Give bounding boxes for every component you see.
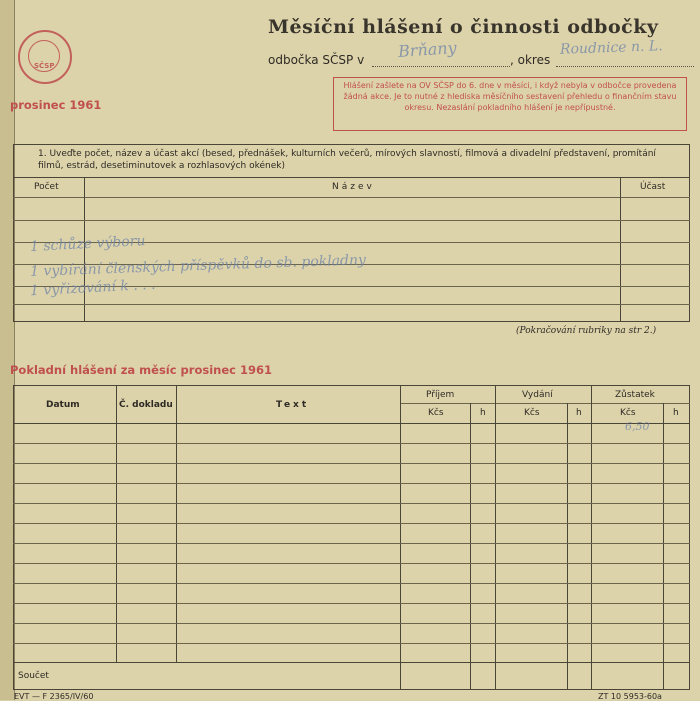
cash-col-divider	[495, 385, 496, 690]
col-zustatek: Zůstatek	[615, 390, 655, 400]
branch-dotted-line	[372, 66, 510, 67]
h-balance: h	[673, 408, 679, 418]
organization-stamp	[18, 30, 72, 84]
branch-line	[268, 53, 364, 67]
notice-box: Hlášení zašlete na OV SČSP do 6. dne v měsíci, i když nebyla v odbočce provedena žádná akce. Je to nutné z hlediska měsíčního sestavení přehledu o finančním stavu okresu. Nezaslání pokladního hlášení je nepřípustné.	[333, 77, 687, 131]
cash-row-line	[13, 583, 690, 584]
handwritten-activity-2: 1 vybírání členských příspěvků do sb. pokladny	[29, 252, 367, 280]
cash-row-line	[13, 603, 690, 604]
sum-label: Součet	[18, 671, 49, 681]
cash-row-line	[13, 483, 690, 484]
handwritten-district: Roudnice n. L.	[559, 38, 663, 58]
cash-col-divider	[400, 385, 401, 690]
cash-row-line	[13, 563, 690, 564]
cash-col-divider	[591, 385, 592, 690]
activities-row-line	[13, 220, 690, 221]
handwritten-activity-1: 1 schůze výboru	[29, 232, 146, 256]
col-nazev: Název	[332, 182, 375, 192]
cash-col-divider	[567, 403, 568, 690]
cash-table	[13, 385, 690, 690]
activities-col-divider-2	[620, 177, 621, 322]
col-prijem: Příjem	[426, 390, 455, 400]
cash-row-line	[13, 463, 690, 464]
cash-row-line	[13, 543, 690, 544]
cash-header-bottom	[13, 423, 690, 424]
cash-row-line	[13, 643, 690, 644]
branch-label: odbočka SČSP v	[268, 53, 365, 67]
activities-row-line	[13, 304, 690, 305]
sum-row-top	[13, 662, 690, 663]
col-vydani: Vydání	[522, 390, 553, 400]
report-month: prosinec 1961	[10, 98, 102, 112]
activities-instruction: 1. Uveďte počet, název a účast akcí (besed, přednášek, kulturních večerů, mírových slavností, filmová a divadelní představení, promítání filmů, estrád, desetiminutovek a rozhlasových okének)	[38, 149, 656, 171]
col-datum: Datum	[46, 400, 80, 410]
footer-code-left: EVT — F 2365/IV/60	[14, 692, 94, 701]
stamp-label: SČSP	[34, 62, 55, 70]
activities-header-top	[13, 177, 690, 178]
cash-row-line	[13, 443, 690, 444]
kcs-income: Kčs	[428, 408, 444, 418]
continued-note: (Pokračování rubriky na str 2.)	[516, 326, 657, 336]
col-pocet: Počet	[34, 182, 59, 192]
cash-subheader-line	[400, 403, 690, 404]
cash-col-divider	[470, 403, 471, 690]
cash-report-title: Pokladní hlášení za měsíc prosinec 1961	[10, 363, 272, 377]
handwritten-activity-3: 1 vyřizování k . . .	[29, 276, 156, 300]
district-label: , okres	[510, 53, 551, 67]
handwritten-branch: Brňany	[397, 37, 458, 62]
h-expense: h	[576, 408, 582, 418]
cash-row-line	[13, 523, 690, 524]
handwritten-balance: 6,50	[625, 420, 650, 433]
col-text: Text	[276, 400, 310, 410]
kcs-expense: Kčs	[524, 408, 540, 418]
kcs-balance: Kčs	[620, 408, 636, 418]
page-title: Měsíční hlášení o činnosti odbočky	[268, 16, 659, 38]
cash-row-line	[13, 623, 690, 624]
footer-code-right: ZT 10 5953-60a	[598, 692, 662, 701]
col-doklad: Č. dokladu	[119, 400, 173, 410]
activities-header-bottom	[13, 197, 690, 198]
district-dotted-line	[556, 66, 694, 67]
cash-col-divider	[663, 403, 664, 690]
col-ucast: Účast	[640, 182, 666, 192]
h-income: h	[480, 408, 486, 418]
cash-row-line	[13, 503, 690, 504]
